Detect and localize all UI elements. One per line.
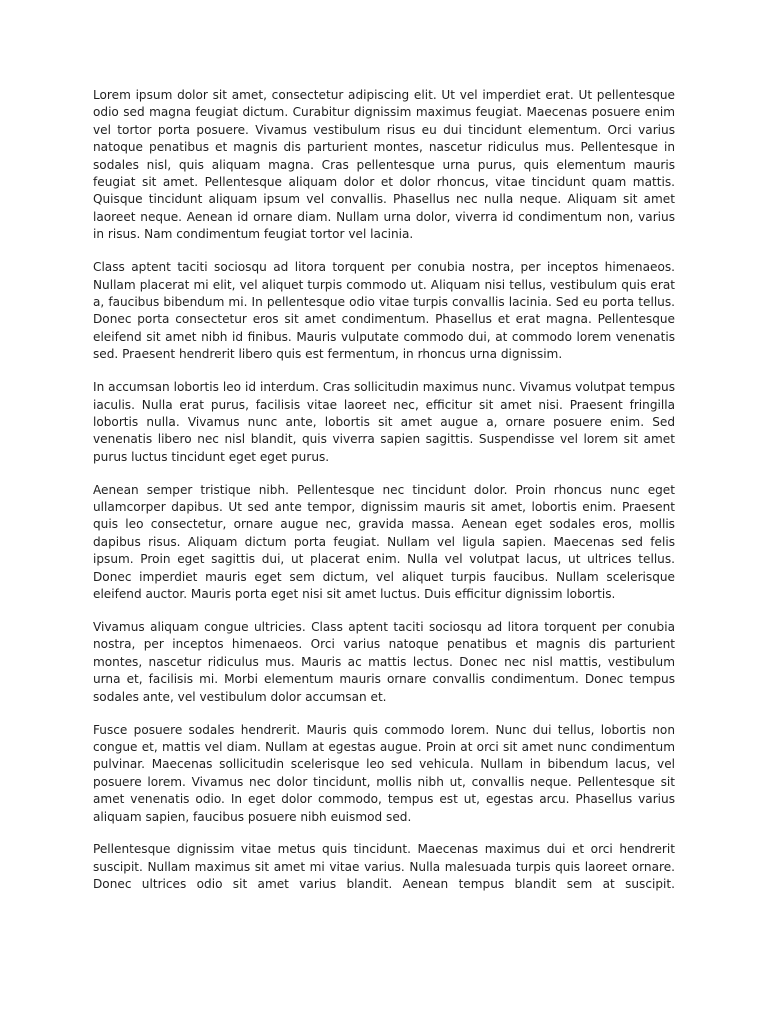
paragraph-6: Fusce posuere sodales hendrerit. Mauris quis commodo lorem. Nunc dui tellus, lobortis non congue et, mattis vel diam. Nullam at egestas augue. Proin at orci sit amet nunc condimentum pulvinar. Maecenas sollicitudin scelerisque leo sed vehicula. Nullam in bibendum lacus, vel posuere lorem. Vivamus nec dolor tincidunt, mollis nibh ut, convallis neque. Pellentesque sit amet venenatis odio. In eget dolor commodo, tempus est ut, egestas arcu. Phasellus varius aliquam sapien, faucibus posuere nibh euismod sed.: [93, 722, 675, 824]
paragraph-5: Vivamus aliquam congue ultricies. Class aptent taciti sociosqu ad litora torquent per conubia nostra, per inceptos himenaeos. Orci varius natoque penatibus et magnis dis parturient montes, nascetur ridiculus mus. Mauris ac mattis lectus. Donec nec nisl mattis, vestibulum urna et, facilisis mi. Morbi elementum mauris ornare convallis condimentum. Donec tempus sodales ante, vel vestibulum dolor accumsan et.: [93, 619, 675, 704]
paragraph-1: Lorem ipsum dolor sit amet, consectetur adipiscing elit. Ut vel imperdiet erat. Ut pellentesque odio sed magna feugiat dictum. Curabitur dignissim maximus feugiat. Maecenas posuere enim vel tortor porta posuere. Vivamus vestibulum risus eu dui tincidunt elementum. Orci varius natoque penatibus et magnis dis parturient montes, nascetur ridiculus mus. Pellentesque in sodales nisl, quis aliquam magna. Cras pellentesque urna purus, quis elementum mauris feugiat sit amet. Pellentesque aliquam dolor et dolor rhoncus, vitae tincidunt quam mattis. Quisque tincidunt aliquam ipsum vel convallis. Phasellus nec nulla neque. Aliquam sit amet laoreet neque. Aenean id ornare diam. Nullam urna dolor, viverra id condimentum non, varius in risus. Nam condimentum feugiat tortor vel lacinia.: [93, 88, 675, 242]
paragraph-2: Class aptent taciti sociosqu ad litora torquent per conubia nostra, per inceptos himenaeos. Nullam placerat mi elit, vel aliquet turpis commodo ut. Aliquam nisi tellus, vestibulum quis erat a, faucibus bibendum mi. In pellentesque odio vitae turpis convallis lacinia. Sed eu porta tellus. Donec porta consectetur eros sit amet condimentum. Phasellus et erat magna. Pellentesque eleifend sit amet nibh id finibus. Mauris vulputate commodo dui, at commodo lorem venenatis sed. Praesent hendrerit libero quis est fermentum, in rhoncus urna dignissim.: [93, 260, 675, 362]
document-page: [93, 87, 675, 894]
paragraph-4: Aenean semper tristique nibh. Pellentesque nec tincidunt dolor. Proin rhoncus nunc eget ullamcorper dapibus. Ut sed ante tempor, dignissim mauris sit amet, lobortis enim. Praesent quis leo consectetur, ornare augue nec, gravida massa. Aenean eget sodales eros, mollis dapibus risus. Aliquam dictum porta feugiat. Nullam vel ligula sapien. Maecenas sed felis ipsum. Proin eget sagittis dui, ut placerat enim. Nulla vel volutpat lacus, ut ultrices tellus. Donec imperdiet mauris eget sem dictum, vel aliquet turpis faucibus. Nullam scelerisque eleifend auctor. Mauris porta eget nisi sit amet luctus. Duis efficitur dignissim lobortis.: [93, 482, 675, 602]
paragraph-7: Pellentesque dignissim vitae metus quis tincidunt. Maecenas maximus dui et orci hendrerit suscipit. Nullam maximus sit amet mi vitae varius. Nulla malesuada turpis quis laoreet ornare. Donec ultrices odio sit amet varius blandit. Aenean tempus blandit sem at suscipit.: [93, 842, 675, 892]
paragraph-3: In accumsan lobortis leo id interdum. Cras sollicitudin maximus nunc. Vivamus volutpat tempus iaculis. Nulla erat purus, facilisis vitae laoreet nec, efficitur sit amet nisi. Praesent fringilla lobortis nulla. Vivamus nunc ante, lobortis sit amet augue a, ornare posuere enim. Sed venenatis libero nec nisl blandit, quis viverra sapien sagittis. Suspendisse vel lorem sit amet purus luctus tincidunt eget eget purus.: [93, 380, 675, 464]
